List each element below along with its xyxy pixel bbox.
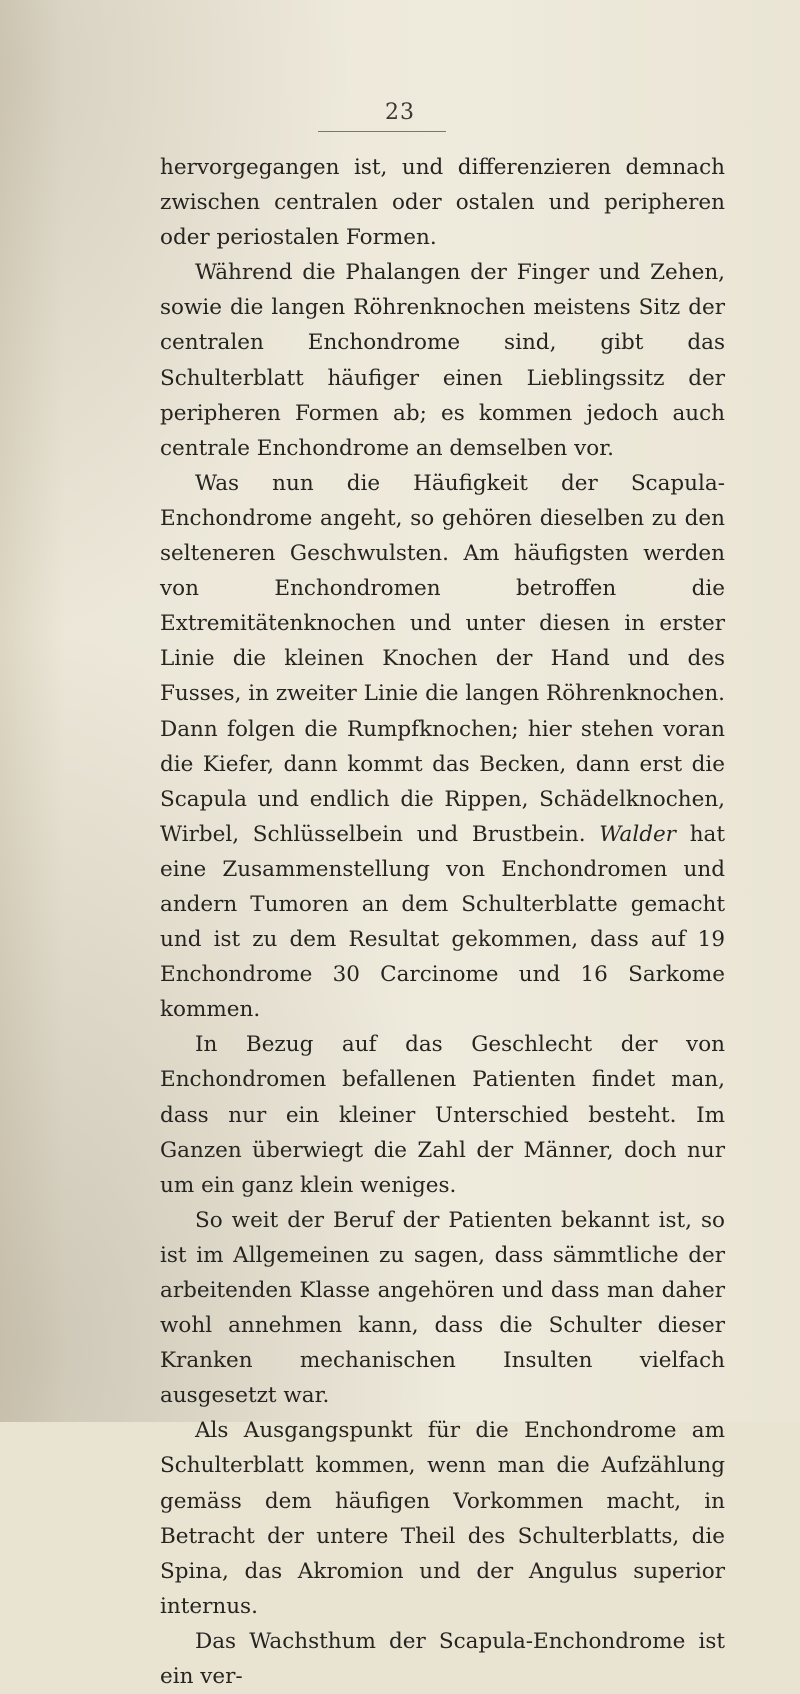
paragraph: Während die Phalangen der Finger und Zehen, sowie die langen Röhrenknochen meistens Sitz der centralen Enchondrome sind, gibt das Schulterblatt häufiger einen Lieblingssitz der peripheren Formen ab; es kommen jedoch auch centrale Enchondrome an demselben vor. (160, 260, 725, 461)
paragraph: Als Ausgangspunkt für die Enchondrome am Schulterblatt kommen, wenn man die Aufzählung gemäss dem häufigen Vorkommen macht, in Betracht der untere Theil des Schulterblatts, die Spina, das Akromion und der Angulus superior internus. (160, 1418, 725, 1619)
paragraph: Das Wachsthum der Scapula-Enchondrome ist ein ver- (160, 1628, 725, 1690)
page-number: 23 (385, 100, 415, 125)
paragraph: In Bezug auf das Geschlecht der von Enchondromen befallenen Patienten findet man, dass nur ein kleiner Unterschied besteht. Im Ganzen überwiegt die Zahl der Männer, doch nur um ein ganz klein weniges. (160, 1032, 725, 1198)
author-name: Walder (599, 821, 676, 847)
paragraph: So weit der Beruf der Patienten bekannt ist, so ist im Allgemeinen zu sagen, dass sämmtliche der arbeitenden Klasse angehören und dass man daher wohl annehmen kann, dass die Schulter dieser Kranken mechanischen Insulten vielfach ausgesetzt war. (160, 1207, 725, 1409)
paragraph-text: hat eine Zusammenstellung von Enchondromen und andern Tumoren an dem Schulterblatte gemacht und ist zu dem Resultat gekommen, dass auf 19 Enchondrome 30 Carcinome und 16 Sarkome kommen. (160, 821, 725, 1023)
body-text (160, 150, 725, 1694)
paragraph-text: Was nun die Häufigkeit der Scapula-Enchondrome angeht, so gehören dieselben zu den selteneren Geschwulsten. Am häufigsten werden von Enchondromen betroffen die Extremitätenknochen und unter diesen in erster Linie die kleinen Knochen der Hand und des Fusses, in zweiter Linie die langen Röhrenknochen. Dann folgen die Rumpfknochen; hier stehen voran die Kiefer, dann kommt das Becken, dann erst die Scapula und endlich die Rippen, Schädelknochen, Wirbel, Schlüsselbein und Brustbein. (160, 470, 725, 847)
paragraph: hervorgegangen ist, und differenzieren demnach zwischen centralen oder ostalen und peripheren oder periostalen Formen. (160, 155, 725, 251)
paragraph (160, 466, 725, 1028)
header-rule (318, 131, 446, 132)
